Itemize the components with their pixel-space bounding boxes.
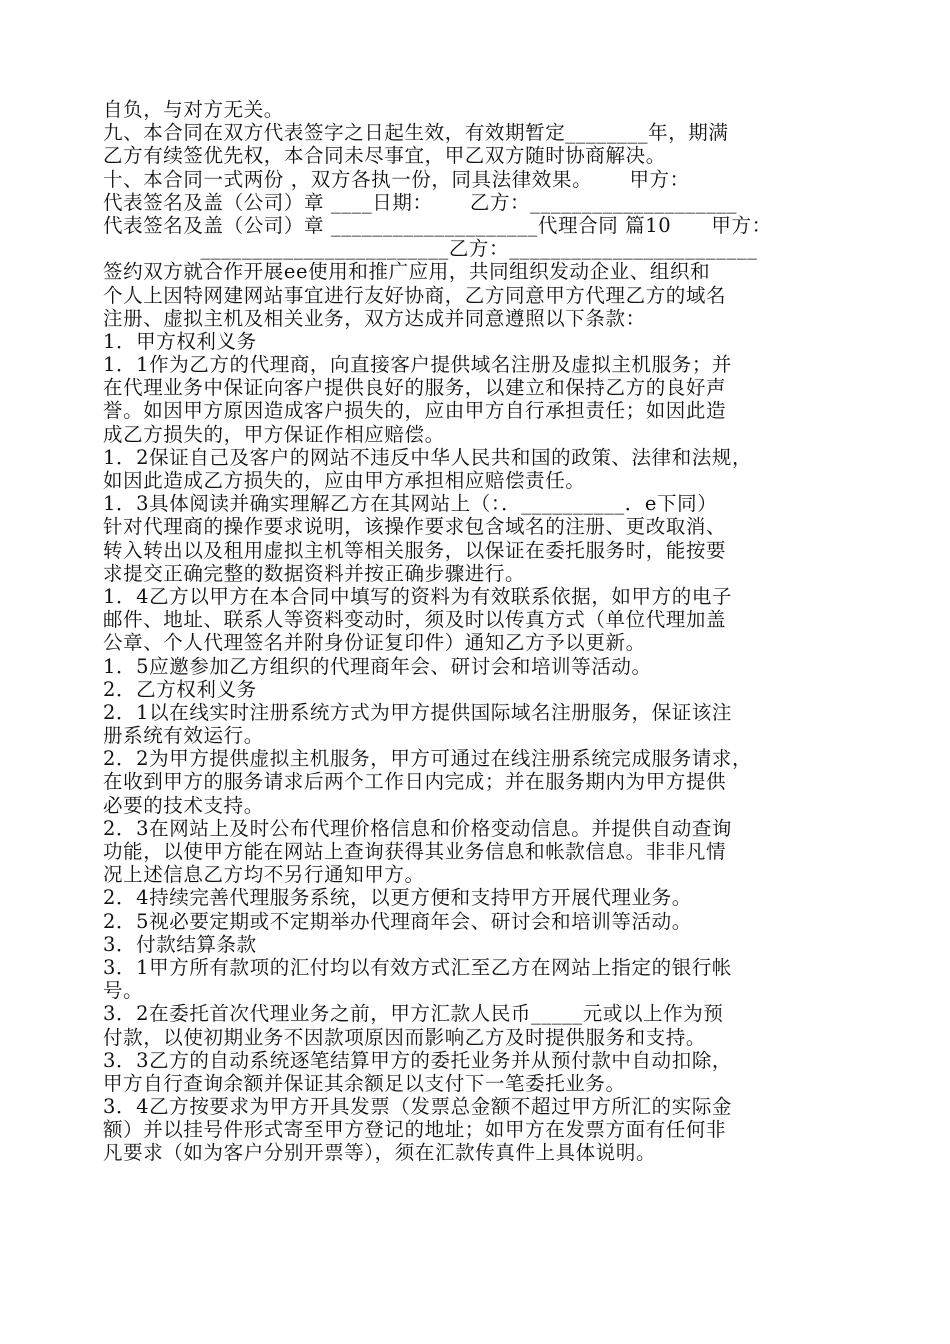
section-heading: 1．甲方权利义务	[103, 329, 257, 353]
text-line: 九、本合同在双方代表签字之日起生效，有效期暂定________年，期满	[103, 121, 729, 145]
contract-text	[103, 98, 855, 1165]
text-line: 成乙方损失的，甲方保证作相应赔偿。	[103, 422, 445, 446]
text-line: 2．3在网站上及时公布代理价格信息和价格变动信息。并提供自动查询	[103, 816, 733, 840]
text-line: 誉。如因甲方原因造成客户损失的，应由甲方自行承担责任；如因此造	[103, 399, 727, 423]
text-line: 2．1以在线实时注册系统方式为甲方提供国际域名注册服务，保证该注	[103, 700, 733, 724]
text-line: 十、本合同一式两份 ，双方各执一份，同具法律效果。 甲方：	[103, 167, 690, 191]
text-line: 2．5视必要定期或不定期举办代理商年会、研讨会和培训等活动。	[103, 909, 692, 933]
text-line: 1．1作为乙方的代理商，向直接客户提供域名注册及虚拟主机服务；并	[103, 353, 733, 377]
text-line: 册系统有效运行。	[103, 724, 264, 748]
text-line: 在代理业务中保证向客户提供良好的服务，以建立和保持乙方的良好声	[103, 376, 727, 400]
text-line: 凡要求（如为客户分别开票等），须在汇款传真件上具体说明。	[103, 1141, 657, 1165]
text-line: 3．3乙方的自动系统逐笔结算甲方的委托业务并从预付款中自动扣除，	[103, 1048, 733, 1072]
section-heading: 3．付款结算条款	[103, 932, 257, 956]
text-line: 注册、虚拟主机及相关业务，双方达成并同意遵照以下条款：	[103, 306, 646, 330]
text-line: 代表签名及盖（公司）章 ____________________代理合同 篇10 甲方：	[103, 213, 772, 237]
text-line: 号。	[103, 979, 144, 1003]
text-line: 3．1甲方所有款项的汇付均以有效方式汇至乙方在网站上指定的银行帐	[103, 955, 733, 979]
text-line: 签约双方就合作开展ee使用和推广应用，共同组织发动企业、组织和	[103, 260, 711, 284]
text-line: 求提交正确完整的数据资料并按正确步骤进行。	[103, 561, 526, 585]
text-line: 针对代理商的操作要求说明，该操作要求包含域名的注册、更改取消、	[103, 515, 727, 539]
text-line: 代表签名及盖（公司）章 ____日期： 乙方：____________________	[103, 190, 738, 214]
text-line: 功能，以使甲方能在网站上查询获得其业务信息和帐款信息。非非凡情	[103, 840, 727, 863]
text-line: 必要的技术支持。	[103, 793, 264, 817]
text-line: 自负，与对方无关。	[103, 98, 284, 121]
text-line: ________________________乙方：________________________	[200, 237, 758, 261]
text-line: 个人上因特网建网站事宜进行友好协商，乙方同意甲方代理乙方的域名	[103, 283, 727, 307]
text-line: 如因此造成乙方损失的，应由甲方承担相应赔偿责任。	[103, 469, 586, 492]
text-line: 1．4乙方以甲方在本合同中填写的资料为有效联系依据，如甲方的电子	[103, 584, 733, 608]
text-line: 1．2保证自己及客户的网站不违反中华人民共和国的政策、法律和法规，	[103, 445, 753, 469]
text-line: 在收到甲方的服务请求后两个工作日内完成；并在服务期内为甲方提供	[103, 770, 727, 794]
text-line: 甲方自行查询余额并保证其余额足以支付下一笔委托业务。	[103, 1071, 626, 1095]
text-line: 乙方有续签优先权，本合同未尽事宜，甲乙双方随时协商解决。	[103, 144, 666, 168]
text-line: 1．5应邀参加乙方组织的代理商年会、研讨会和培训等活动。	[103, 654, 652, 678]
text-line: 转入转出以及租用虚拟主机等相关服务，以保证在委托服务时，能按要	[103, 538, 727, 562]
text-line: 公章、个人代理签名并附身份证复印件）通知乙方予以更新。	[103, 631, 646, 655]
text-line: 1．3具体阅读并确实理解乙方在其网站上（：．__________．e下同）	[103, 492, 718, 516]
text-line: 2．4持续完善代理服务系统，以更方便和支持甲方开展代理业务。	[103, 886, 692, 910]
text-line: 3．4乙方按要求为甲方开具发票（发票总金额不超过甲方所汇的实际金	[103, 1095, 733, 1119]
text-line: 额）并以挂号件形式寄至甲方登记的地址；如甲方在发票方面有任何非	[103, 1118, 727, 1142]
text-line: 邮件、地址、联系人等资料变动时，须及时以传真方式（单位代理加盖	[103, 608, 727, 632]
text-line: 3．2在委托首次代理业务之前，甲方汇款人民币_____元或以上作为预	[103, 1002, 724, 1026]
text-line: 况上述信息乙方均不另行通知甲方。	[103, 863, 425, 887]
section-heading: 2．乙方权利义务	[103, 677, 257, 701]
text-line: 2．2为甲方提供虚拟主机服务，甲方可通过在线注册系统完成服务请求，	[103, 747, 753, 771]
text-line: 付款，以使初期业务不因款项原因而影响乙方及时提供服务和支持。	[103, 1025, 707, 1049]
